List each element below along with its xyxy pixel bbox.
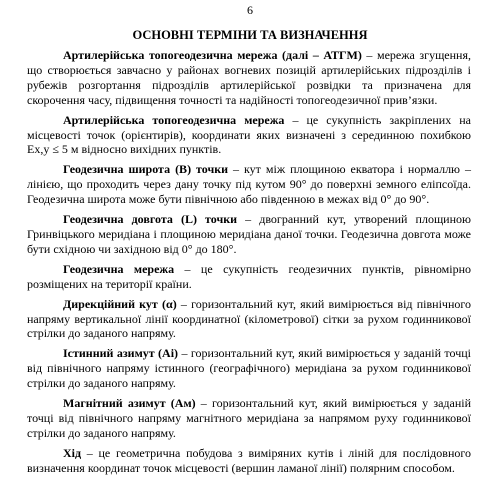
definition-text: – двогранний кут, утворений площиною Гринвіцького меридіана і площиною меридіана даної точки. Геодезична довгота може бути східною чи західною від 0° до 180°. bbox=[27, 212, 471, 256]
definition-paragraph bbox=[27, 446, 471, 476]
definition-paragraph bbox=[27, 113, 471, 158]
definition-text: – це сукупність закріплених на місцевості точок (орієнтирів), координати яких визначені з серединною похибкою Ex,y ≤ 5 м відносно вихідних пунктів. bbox=[27, 112, 471, 157]
definition-text: – мережа згущення, що створюється завчасно у районах вогневих позицій артилерійських підрозділів і рубежів розгортання підрозділів артилерійської розвідки та призначена для скорочення часу, підвищення точності та надійності топогеодезичної прив’язки. bbox=[27, 48, 471, 107]
definition-paragraph bbox=[27, 297, 471, 342]
definition-term: Хід bbox=[63, 445, 82, 460]
definition-paragraph bbox=[27, 262, 471, 292]
definition-text: – горизонтальний кут, який вимірюється у заданій точці від північного напряму істинного (географічного) меридіана за рухом годинникової стрілки до заданого напряму. bbox=[27, 346, 471, 391]
definition-term: Істинний азимут (Aі) bbox=[63, 346, 179, 361]
section-heading: ОСНОВНІ ТЕРМІНИ ТА ВИЗНАЧЕННЯ bbox=[132, 28, 368, 42]
page-number: 6 bbox=[247, 3, 253, 17]
definition-term: Геодезична довгота (L) точки bbox=[63, 212, 238, 227]
definition-term: Артилерійська топогеодезична мережа bbox=[63, 112, 285, 127]
definition-term: Геодезична широта (B) точки bbox=[63, 162, 229, 177]
definition-text: – горизонтальний кут, який вимірюється у заданій точці від північного напряму магнітного меридіана за напрямом руху годинникової стрілки до заданого напряму. bbox=[27, 396, 472, 440]
definition-text: – кут між площиною екватора і нормаллю – лінією, що проходить через дану точку під кутом 90° до поверхні земного еліпсоїда. Геодезична широта може бути північною або південною в межах від 0° до 90°. bbox=[27, 162, 471, 207]
definition-paragraph bbox=[27, 346, 471, 391]
definitions-list bbox=[27, 48, 471, 481]
definition-text: – горизонтальний кут, який вимірюється від північного напряму вертикальної лінії координатної (кілометрової) сітки за рухом годинникової стрілки до заданого напряму. bbox=[27, 296, 471, 341]
definition-term: Геодезична мережа bbox=[63, 261, 175, 276]
definition-term: Магнітний азимут (Aм) bbox=[63, 396, 196, 411]
definition-term: Дирекційний кут (α) bbox=[63, 296, 177, 311]
definition-paragraph bbox=[27, 212, 471, 257]
definition-text: – це сукупність геодезичних пунктів, рівномірно розміщених на території країни. bbox=[27, 261, 471, 291]
definition-paragraph bbox=[27, 48, 471, 108]
definition-text: – це геометрична побудова з виміряних кутів і ліній для послідовного визначення координат точок місцевості (вершин ламаної лінії) полярним способом. bbox=[27, 445, 471, 475]
definition-paragraph bbox=[27, 162, 471, 207]
definition-paragraph bbox=[27, 396, 471, 441]
definition-term: Артилерійська топогеодезична мережа (далі – АТГМ) bbox=[63, 48, 362, 62]
